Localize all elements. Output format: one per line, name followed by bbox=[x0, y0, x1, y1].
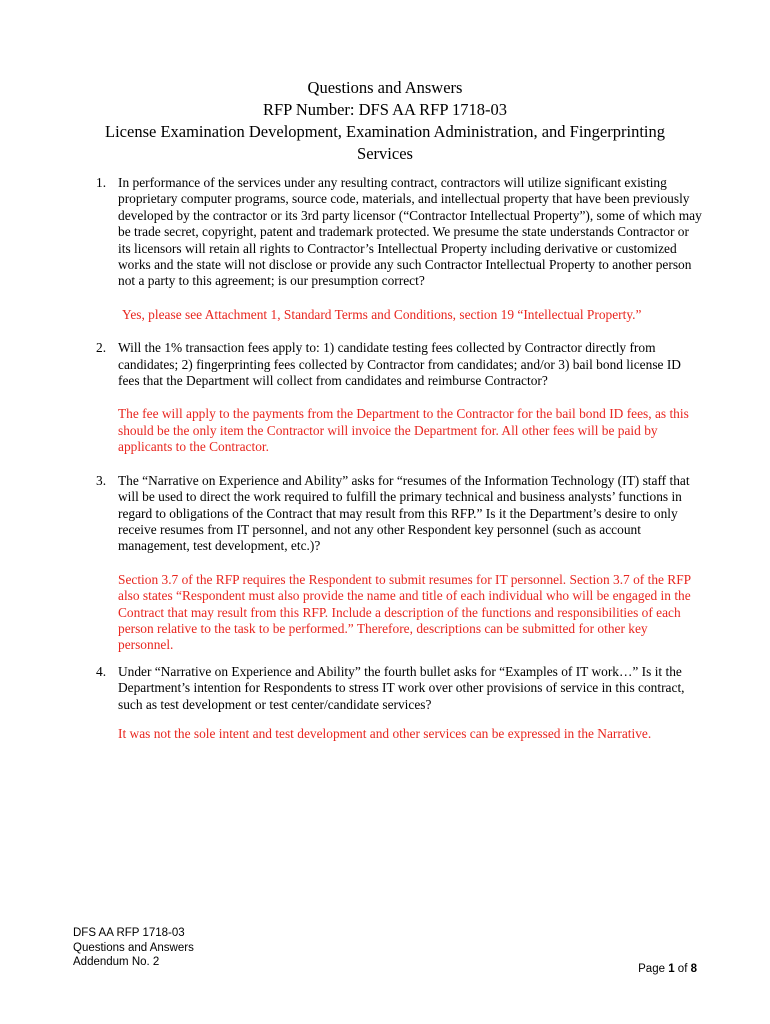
footer-addendum: Addendum No. 2 bbox=[73, 956, 160, 968]
qa-item-4 bbox=[92, 664, 702, 743]
page-of: of bbox=[677, 963, 688, 975]
qa-number: 2. bbox=[96, 340, 107, 356]
answer-text: The fee will apply to the payments from the Department to the Contractor for the bail bond ID fees, as this should be the only item the Contractor will invoice the Department for. All other fees will be paid by applicants to the Contractor. bbox=[118, 406, 689, 455]
qa-number: 4. bbox=[96, 663, 107, 679]
qa-number: 3. bbox=[96, 472, 107, 488]
question-text: Will the 1% transaction fees apply to: 1) candidate testing fees collected by Contractor directly from candidates; 2) fingerprinting fees collected by Contractor from candidates; and/or 3) bail bond license ID fees that the Department will collect from candidates and reimburse Contractor? bbox=[118, 340, 681, 389]
document-title bbox=[40, 77, 730, 165]
page-current: 1 bbox=[668, 963, 675, 975]
title-line-3: License Examination Development, Examination Administration, and Fingerprinting bbox=[105, 122, 665, 141]
qa-item-2 bbox=[92, 340, 702, 455]
footer-info bbox=[73, 926, 194, 970]
question-text: Under “Narrative on Experience and Ability” the fourth bullet asks for “Examples of IT work…” Is it the Department’s intention for Respondents to stress IT work over other provisions of service in this contract, such as test development or test center/candidate services? bbox=[118, 663, 685, 712]
title-line-1: Questions and Answers bbox=[307, 78, 463, 97]
footer-rfp-number: DFS AA RFP 1718-03 bbox=[73, 927, 185, 939]
question-text: The “Narrative on Experience and Ability” asks for “resumes of the Information Technology (IT) staff that will be used to direct the work required to fulfill the primary technical and business analysts’ functions in regard to obligations of the Contract that may result from this RFP.” Is it the Department’s desire to only receive resumes from IT personnel, and not any other Respondent key personnel (such as account management, test development, etc.)? bbox=[118, 472, 690, 554]
page-number bbox=[638, 962, 697, 977]
answer-text: Yes, please see Attachment 1, Standard Terms and Conditions, section 19 “Intellectual Property.” bbox=[122, 306, 642, 322]
question-text: In performance of the services under any resulting contract, contractors will utilize significant existing proprietary computer programs, source code, materials, and intellectual property that have been previously developed by the contractor or its 3rd party licensor (“Contractor Intellectual Property”), some of which may be trade secret, copyright, patent and trademark protected. We presume the state understands Contractor or its licensors will retain all rights to Contractor’s Intellectual Property including derivative or customized works and the state will not disclose or provide any such Contractor Intellectual Property to another person not a party to this agreement; is our presumption correct? bbox=[118, 175, 702, 289]
answer-text: Section 3.7 of the RFP requires the Respondent to submit resumes for IT personnel. Section 3.7 of the RFP also states “Respondent must also provide the name and title of each individual who will be engaged in the Contract that may result from this RFP. Include a description of the functions and responsibilities of each person relative to the task to be performed.” Therefore, descriptions can be submitted for other key personnel. bbox=[118, 571, 691, 653]
qa-number: 1. bbox=[96, 175, 107, 190]
qa-item-3 bbox=[92, 473, 702, 654]
qa-item-1 bbox=[92, 175, 702, 323]
answer-text: It was not the sole intent and test development and other services can be expressed in the Narrative. bbox=[118, 725, 652, 741]
footer-doc-title: Questions and Answers bbox=[73, 941, 194, 954]
page-word: Page bbox=[638, 963, 665, 975]
page-total: 8 bbox=[690, 963, 697, 975]
title-line-2: RFP Number: DFS AA RFP 1718-03 bbox=[262, 100, 508, 119]
title-line-4: Services bbox=[357, 144, 413, 163]
qa-list bbox=[92, 175, 702, 742]
